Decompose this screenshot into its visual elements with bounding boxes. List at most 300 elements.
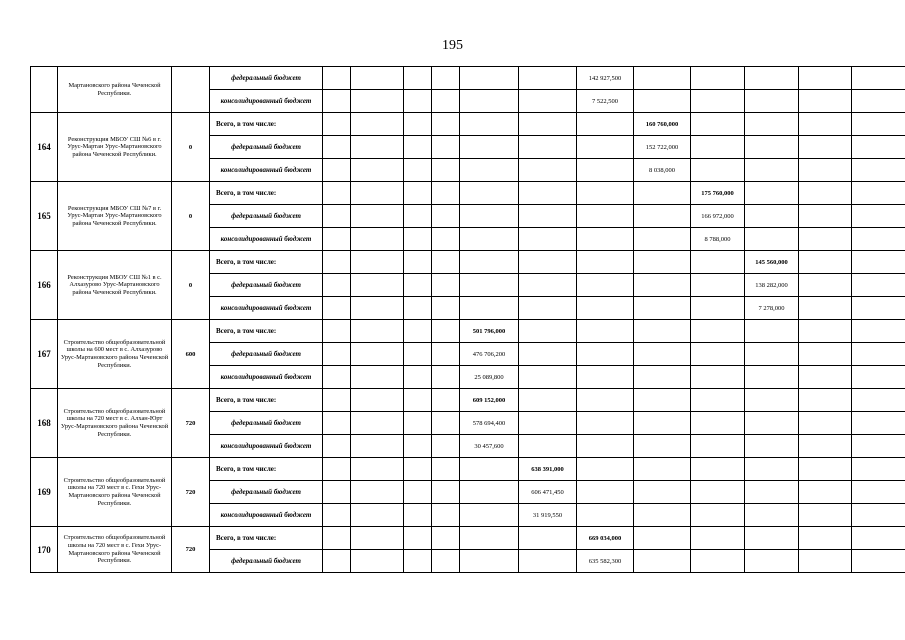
empty-cell [799, 504, 852, 527]
capacity-value: 0 [172, 251, 210, 320]
empty-cell [852, 67, 905, 90]
empty-cell [799, 343, 852, 366]
amount-consolidated: 25 089,800 [460, 366, 519, 389]
empty-cell [799, 435, 852, 458]
funding-source-federal: федеральный бюджет [210, 205, 323, 228]
empty-cell [634, 343, 691, 366]
empty-cell [577, 435, 634, 458]
empty-cell [351, 366, 404, 389]
empty-cell [323, 182, 351, 205]
budget-table [30, 66, 905, 573]
empty-cell [799, 274, 852, 297]
empty-cell [404, 504, 432, 527]
row-number: 169 [31, 458, 58, 527]
empty-cell [799, 481, 852, 504]
empty-cell [634, 67, 691, 90]
empty-cell [691, 435, 745, 458]
object-name: Мартановского района Чеченской Республики. [58, 67, 172, 113]
empty-cell [404, 297, 432, 320]
funding-source-total: Всего, в том числе: [210, 251, 323, 274]
empty-cell [323, 366, 351, 389]
capacity-value: 720 [172, 389, 210, 458]
empty-cell [404, 205, 432, 228]
empty-cell [691, 343, 745, 366]
empty-cell [460, 274, 519, 297]
empty-cell [404, 550, 432, 573]
empty-cell [634, 228, 691, 251]
empty-cell [577, 297, 634, 320]
empty-cell [799, 228, 852, 251]
empty-cell [519, 274, 577, 297]
empty-cell [404, 113, 432, 136]
empty-cell [745, 159, 799, 182]
empty-cell [432, 366, 460, 389]
empty-cell [852, 435, 905, 458]
empty-cell [432, 550, 460, 573]
empty-cell [745, 90, 799, 113]
funding-source-consolidated: консолидированный бюджет [210, 228, 323, 251]
empty-cell [799, 67, 852, 90]
empty-cell [691, 412, 745, 435]
empty-cell [852, 504, 905, 527]
empty-cell [852, 550, 905, 573]
empty-cell [432, 320, 460, 343]
empty-cell [519, 435, 577, 458]
empty-cell [852, 205, 905, 228]
empty-cell [852, 481, 905, 504]
empty-cell [577, 182, 634, 205]
empty-cell [745, 343, 799, 366]
empty-cell [691, 389, 745, 412]
empty-cell [852, 389, 905, 412]
empty-cell [519, 90, 577, 113]
empty-cell [799, 550, 852, 573]
amount-consolidated: 8 788,000 [691, 228, 745, 251]
amount-federal: 152 722,000 [634, 136, 691, 159]
empty-cell [852, 297, 905, 320]
table-row [31, 67, 905, 90]
row-number: 168 [31, 389, 58, 458]
empty-cell [852, 527, 905, 550]
empty-cell [432, 136, 460, 159]
object-name: Строительство общеобразовательной школы на 600 мест в с. Алхазурово Урус-Мартановского района Чеченской Республики. [58, 320, 172, 389]
empty-cell [852, 113, 905, 136]
empty-cell [577, 320, 634, 343]
amount-federal: 166 972,000 [691, 205, 745, 228]
row-number: 165 [31, 182, 58, 251]
empty-cell [634, 458, 691, 481]
empty-cell [799, 182, 852, 205]
empty-cell [852, 320, 905, 343]
empty-cell [432, 113, 460, 136]
empty-cell [577, 159, 634, 182]
empty-cell [852, 458, 905, 481]
empty-cell [460, 182, 519, 205]
amount-total: 175 760,000 [691, 182, 745, 205]
empty-cell [351, 251, 404, 274]
empty-cell [404, 228, 432, 251]
empty-cell [404, 481, 432, 504]
funding-source-consolidated: консолидированный бюджет [210, 297, 323, 320]
table-row [31, 458, 905, 481]
funding-source-federal: федеральный бюджет [210, 274, 323, 297]
amount-consolidated: 7 278,000 [745, 297, 799, 320]
empty-cell [799, 389, 852, 412]
empty-cell [323, 67, 351, 90]
empty-cell [432, 527, 460, 550]
object-name: Строительство общеобразовательной школы на 720 мест в с. Гехи Урус-Мартановского района Чеченской Республики. [58, 458, 172, 527]
row-number [31, 67, 58, 113]
empty-cell [323, 481, 351, 504]
empty-cell [577, 343, 634, 366]
empty-cell [460, 228, 519, 251]
empty-cell [519, 412, 577, 435]
empty-cell [351, 67, 404, 90]
empty-cell [351, 136, 404, 159]
empty-cell [351, 228, 404, 251]
empty-cell [460, 458, 519, 481]
empty-cell [351, 320, 404, 343]
empty-cell [460, 297, 519, 320]
empty-cell [351, 90, 404, 113]
empty-cell [432, 228, 460, 251]
page-number: 195 [442, 38, 463, 53]
empty-cell [404, 343, 432, 366]
empty-cell [691, 366, 745, 389]
empty-cell [404, 274, 432, 297]
empty-cell [323, 297, 351, 320]
empty-cell [745, 67, 799, 90]
empty-cell [404, 435, 432, 458]
empty-cell [519, 251, 577, 274]
empty-cell [404, 366, 432, 389]
funding-source-federal: федеральный бюджет [210, 412, 323, 435]
empty-cell [852, 251, 905, 274]
empty-cell [745, 435, 799, 458]
empty-cell [634, 389, 691, 412]
empty-cell [852, 159, 905, 182]
empty-cell [745, 504, 799, 527]
funding-source-consolidated: консолидированный бюджет [210, 90, 323, 113]
empty-cell [404, 458, 432, 481]
funding-source-consolidated: консолидированный бюджет [210, 159, 323, 182]
empty-cell [432, 67, 460, 90]
empty-cell [432, 159, 460, 182]
amount-total: 145 560,000 [745, 251, 799, 274]
empty-cell [323, 274, 351, 297]
empty-cell [691, 481, 745, 504]
empty-cell [351, 113, 404, 136]
empty-cell [799, 90, 852, 113]
empty-cell [634, 435, 691, 458]
amount-total: 609 152,000 [460, 389, 519, 412]
amount-federal: 142 927,500 [577, 67, 634, 90]
empty-cell [460, 550, 519, 573]
capacity-value: 600 [172, 320, 210, 389]
object-name: Реконструкция МБОУ СШ №6 в г. Урус-Мартан Урус-Мартановского района Чеченской Республики. [58, 113, 172, 182]
empty-cell [351, 389, 404, 412]
empty-cell [577, 136, 634, 159]
row-number: 164 [31, 113, 58, 182]
row-number: 167 [31, 320, 58, 389]
empty-cell [519, 159, 577, 182]
empty-cell [745, 550, 799, 573]
empty-cell [634, 366, 691, 389]
empty-cell [691, 550, 745, 573]
amount-consolidated: 7 522,500 [577, 90, 634, 113]
empty-cell [691, 90, 745, 113]
amount-consolidated: 31 919,550 [519, 504, 577, 527]
empty-cell [351, 159, 404, 182]
empty-cell [519, 205, 577, 228]
empty-cell [577, 412, 634, 435]
empty-cell [745, 136, 799, 159]
empty-cell [351, 550, 404, 573]
empty-cell [460, 113, 519, 136]
empty-cell [577, 274, 634, 297]
empty-cell [691, 251, 745, 274]
empty-cell [432, 412, 460, 435]
empty-cell [691, 136, 745, 159]
empty-cell [691, 297, 745, 320]
empty-cell [460, 504, 519, 527]
empty-cell [460, 251, 519, 274]
empty-cell [404, 67, 432, 90]
funding-source-total: Всего, в том числе: [210, 182, 323, 205]
empty-cell [432, 389, 460, 412]
object-name: Строительство общеобразовательной школы на 720 мест в с. Гехи Урус-Мартановского района Чеченской Республики. [58, 527, 172, 573]
empty-cell [404, 389, 432, 412]
empty-cell [799, 527, 852, 550]
empty-cell [323, 389, 351, 412]
empty-cell [432, 182, 460, 205]
funding-source-consolidated: консолидированный бюджет [210, 435, 323, 458]
empty-cell [852, 90, 905, 113]
capacity-value [172, 67, 210, 113]
empty-cell [460, 90, 519, 113]
empty-cell [404, 412, 432, 435]
empty-cell [432, 481, 460, 504]
funding-source-total: Всего, в том числе: [210, 527, 323, 550]
empty-cell [460, 159, 519, 182]
empty-cell [799, 205, 852, 228]
empty-cell [852, 136, 905, 159]
empty-cell [460, 481, 519, 504]
empty-cell [351, 205, 404, 228]
row-number: 170 [31, 527, 58, 573]
empty-cell [404, 527, 432, 550]
row-number: 166 [31, 251, 58, 320]
empty-cell [577, 366, 634, 389]
amount-total: 669 034,000 [577, 527, 634, 550]
table-row [31, 182, 905, 205]
empty-cell [351, 435, 404, 458]
amount-total: 638 391,000 [519, 458, 577, 481]
empty-cell [745, 228, 799, 251]
table-row [31, 389, 905, 412]
empty-cell [691, 458, 745, 481]
funding-source-total: Всего, в том числе: [210, 320, 323, 343]
funding-source-consolidated: консолидированный бюджет [210, 366, 323, 389]
empty-cell [634, 274, 691, 297]
empty-cell [432, 343, 460, 366]
empty-cell [634, 481, 691, 504]
capacity-value: 0 [172, 113, 210, 182]
empty-cell [634, 182, 691, 205]
empty-cell [432, 205, 460, 228]
empty-cell [634, 251, 691, 274]
object-name: Строительство общеобразовательной школы на 720 мест в с. Алхан-Юрт Урус-Мартановского района Чеченской Республики. [58, 389, 172, 458]
empty-cell [519, 67, 577, 90]
table-row [31, 251, 905, 274]
empty-cell [323, 412, 351, 435]
empty-cell [432, 504, 460, 527]
empty-cell [852, 228, 905, 251]
empty-cell [432, 458, 460, 481]
amount-federal: 606 471,450 [519, 481, 577, 504]
empty-cell [351, 458, 404, 481]
empty-cell [323, 435, 351, 458]
empty-cell [404, 182, 432, 205]
empty-cell [519, 182, 577, 205]
empty-cell [577, 251, 634, 274]
funding-source-federal: федеральный бюджет [210, 481, 323, 504]
empty-cell [351, 297, 404, 320]
empty-cell [519, 389, 577, 412]
empty-cell [351, 527, 404, 550]
funding-source-federal: федеральный бюджет [210, 136, 323, 159]
capacity-value: 0 [172, 182, 210, 251]
empty-cell [519, 527, 577, 550]
empty-cell [577, 205, 634, 228]
empty-cell [460, 205, 519, 228]
empty-cell [404, 136, 432, 159]
empty-cell [519, 343, 577, 366]
empty-cell [323, 228, 351, 251]
empty-cell [745, 412, 799, 435]
empty-cell [691, 113, 745, 136]
empty-cell [799, 136, 852, 159]
object-name: Реконструкция МБОУ СШ №7 в г. Урус-Мартан Урус-Мартановского района Чеченской Республики. [58, 182, 172, 251]
empty-cell [432, 435, 460, 458]
capacity-value: 720 [172, 527, 210, 573]
empty-cell [351, 481, 404, 504]
empty-cell [519, 320, 577, 343]
empty-cell [323, 504, 351, 527]
empty-cell [634, 320, 691, 343]
empty-cell [323, 136, 351, 159]
empty-cell [745, 205, 799, 228]
empty-cell [432, 251, 460, 274]
empty-cell [519, 113, 577, 136]
empty-cell [634, 90, 691, 113]
empty-cell [691, 527, 745, 550]
empty-cell [745, 389, 799, 412]
empty-cell [404, 320, 432, 343]
empty-cell [634, 412, 691, 435]
empty-cell [519, 136, 577, 159]
empty-cell [691, 320, 745, 343]
empty-cell [852, 274, 905, 297]
amount-consolidated: 8 038,000 [634, 159, 691, 182]
empty-cell [745, 481, 799, 504]
empty-cell [460, 527, 519, 550]
table-row [31, 527, 905, 550]
empty-cell [323, 550, 351, 573]
table-row [31, 320, 905, 343]
empty-cell [799, 297, 852, 320]
empty-cell [852, 412, 905, 435]
empty-cell [404, 251, 432, 274]
empty-cell [323, 159, 351, 182]
empty-cell [323, 251, 351, 274]
empty-cell [519, 297, 577, 320]
empty-cell [799, 366, 852, 389]
empty-cell [799, 251, 852, 274]
empty-cell [577, 458, 634, 481]
empty-cell [351, 343, 404, 366]
empty-cell [745, 527, 799, 550]
empty-cell [634, 504, 691, 527]
empty-cell [323, 90, 351, 113]
empty-cell [432, 297, 460, 320]
empty-cell [799, 458, 852, 481]
object-name: Реконструкция МБОУ СШ №1 в с. Алхазурово Урус-Мартановского района Чеченской Республики. [58, 251, 172, 320]
empty-cell [852, 343, 905, 366]
funding-source-federal: федеральный бюджет [210, 343, 323, 366]
empty-cell [519, 550, 577, 573]
empty-cell [799, 320, 852, 343]
empty-cell [323, 113, 351, 136]
empty-cell [691, 274, 745, 297]
empty-cell [351, 412, 404, 435]
amount-total: 160 760,000 [634, 113, 691, 136]
empty-cell [691, 67, 745, 90]
funding-source-federal: федеральный бюджет [210, 67, 323, 90]
empty-cell [577, 481, 634, 504]
empty-cell [460, 67, 519, 90]
empty-cell [799, 412, 852, 435]
empty-cell [634, 550, 691, 573]
funding-source-total: Всего, в том числе: [210, 389, 323, 412]
funding-source-federal: федеральный бюджет [210, 550, 323, 573]
empty-cell [351, 274, 404, 297]
empty-cell [691, 504, 745, 527]
empty-cell [852, 366, 905, 389]
empty-cell [404, 159, 432, 182]
empty-cell [577, 504, 634, 527]
empty-cell [634, 205, 691, 228]
empty-cell [577, 113, 634, 136]
empty-cell [519, 228, 577, 251]
empty-cell [799, 159, 852, 182]
empty-cell [745, 320, 799, 343]
empty-cell [323, 320, 351, 343]
empty-cell [351, 504, 404, 527]
amount-federal: 476 706,200 [460, 343, 519, 366]
amount-consolidated: 30 457,600 [460, 435, 519, 458]
empty-cell [577, 228, 634, 251]
empty-cell [634, 527, 691, 550]
empty-cell [745, 366, 799, 389]
empty-cell [745, 458, 799, 481]
capacity-value: 720 [172, 458, 210, 527]
empty-cell [799, 113, 852, 136]
empty-cell [432, 274, 460, 297]
empty-cell [404, 90, 432, 113]
empty-cell [323, 205, 351, 228]
funding-source-total: Всего, в том числе: [210, 113, 323, 136]
